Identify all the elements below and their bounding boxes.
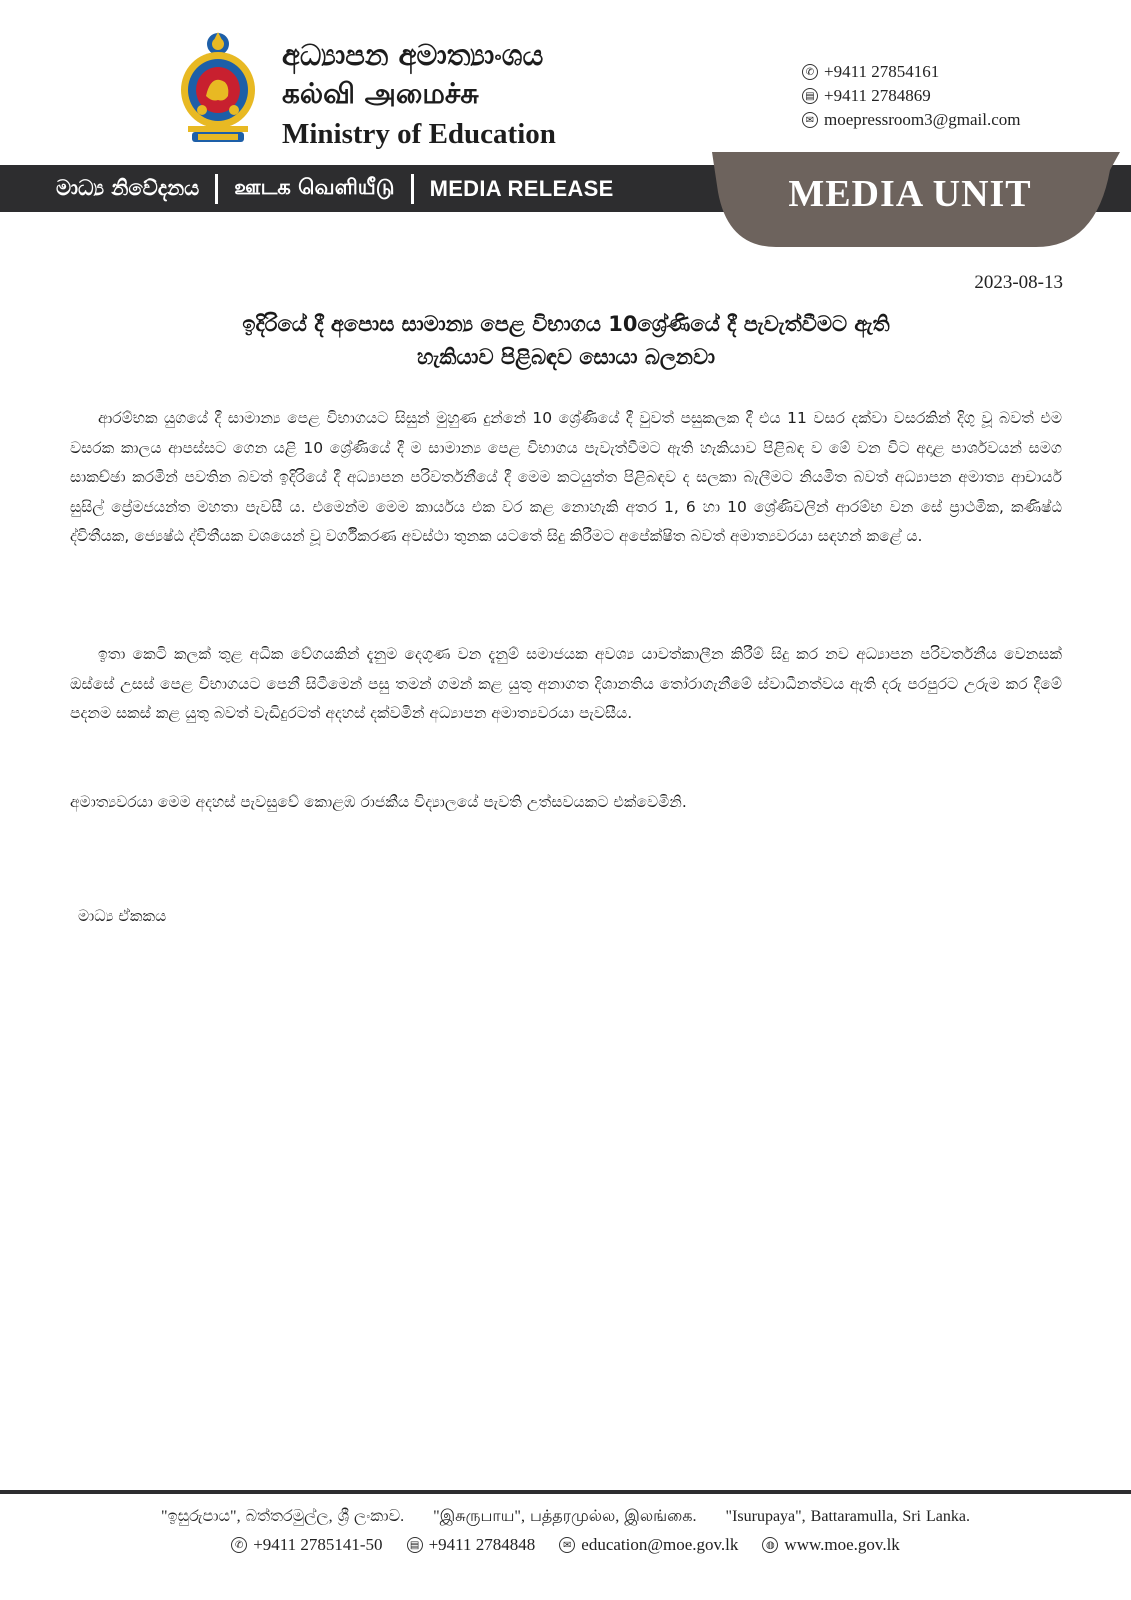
phone-icon: ✆: [231, 1537, 247, 1553]
footer-phone-item: [231, 1535, 382, 1555]
release-title: [70, 308, 1062, 374]
fax-icon: ▤: [407, 1537, 423, 1553]
ministry-name-tamil: கல்வி அமைச்சு: [282, 77, 479, 110]
header-phone: +9411 27854161: [824, 62, 940, 81]
footer-email-item: [559, 1535, 738, 1555]
band-separator: [411, 174, 414, 204]
body-paragraph-2: ඉතා කෙටි කලක් තුළ අධික වේගයකින් දැනුම දෙගුණ වන දැනුම් සමාජයක අවශ්‍ය යාවත්කාලීන කිරීම් සිදු කර නව අධ්‍යාපන පරිවර්තනීය වෙනසක් ඔස්සේ උසස් පෙළ විභාගයට පෙනී සිටීමෙන් පසු තමන් ගමන් කළ යුතු අනාගත දිශානතිය තෝරාගැනීමේ ස්වාධීනත්වය ඇති දරු පරපුරට උරුම කර දීමේ පදනම සකස් කළ යුතු බවත් වැඩිදුරටත් අදහස් දක්වමින් අධ්‍යාපන අමාත්‍යවරයා පැවසීය.: [70, 645, 1062, 722]
body-paragraph-1: ආරම්භක යුගයේ දී සාමාන්‍ය පෙළ විභාගයට සිසුන් මුහුණ දුන්නේ 10 ශ්‍රේණියේ දී වුවත් පසුකලක දී එය 11 වසර දක්වා වසරකින් දිගු වූ බවත් එම වසරක කාලය ආපස්සට ගෙන යළි 10 ශ්‍රේණියේ දී ම සාමාන්‍ය පෙළ විභාගය පැවැත්වීමට ඇති හැකියාව පිළිබඳ ව මේ වන විට අදාළ පාර්ශවයන් සමග සාකච්ඡා කරමින් පවතින බවත් ඉදිරියේ දී අධ්‍යාපන පරිවර්තනීයේ දී මෙම කටයුත්ත පිළිබඳව ද සලකා බැලීමට නියමිත බවත් අධ්‍යාපන අමාත්‍ය ආචාර්ය සුසිල් ප්‍රේමජයන්ත මහතා පැවසී ය. එමෙන්ම මෙම කාර්යය එක වර කළ නොහැකි අතර 1, 6 හා 10 ශ්‍රේණිවලින් ආරම්භ වන සේ ප්‍රාථමික, කණිෂ්ඨ ද්විතීයක, ජ්‍යෙෂ්ඨ ද්විතීයක වශයෙන් වූ වර්ගීකරණ අවස්ථා තුනක යටතේ සිදු කිරීමට අපේක්ෂිත බවත් අමාත්‍යවරයා සඳහන් කළේ ය.: [70, 409, 1062, 545]
email-icon: ✉: [802, 112, 818, 128]
footer-divider: [0, 1490, 1131, 1494]
email-icon: ✉: [559, 1537, 575, 1553]
phone-icon: ✆: [802, 64, 818, 80]
footer-address: [0, 1507, 1131, 1527]
footer-phone: +9411 2785141-50: [253, 1535, 383, 1554]
release-date: 2023-08-13: [974, 272, 1063, 293]
footer-address-tamil: "இசுருபாய", பத்தரமுல்ல, இலங்கை.: [433, 1508, 697, 1525]
header-email: moepressroom3@gmail.com: [824, 110, 1021, 129]
signature-media-unit: මාධ්‍ය ඒකකය: [78, 907, 167, 925]
header-email-row: [802, 108, 1020, 132]
footer-web: www.moe.gov.lk: [784, 1535, 900, 1554]
footer-web-item: [762, 1535, 899, 1555]
band-label-english: MEDIA RELEASE: [429, 175, 614, 201]
band-label-tamil: ஊடக வெளியீடு: [234, 175, 395, 199]
sri-lanka-emblem: [178, 30, 258, 144]
footer-fax-item: [407, 1535, 536, 1555]
fax-icon: ▤: [802, 88, 818, 104]
footer-email: education@moe.gov.lk: [581, 1535, 739, 1554]
footer-address-english: "Isurupaya", Battaramulla, Sri Lanka.: [725, 1508, 970, 1525]
body-paragraph-3: අමාත්‍යවරයා මෙම අදහස් පැවසුවේ කොළඹ රාජකීය විද්‍යාලයේ පැවති උත්සවයකට එක්වෙමිනි.: [70, 793, 687, 811]
footer-contacts: [0, 1535, 1131, 1555]
ministry-name: [282, 36, 602, 154]
footer-fax: +9411 2784848: [428, 1535, 536, 1554]
release-title-line-2: හැකියාව පිළිබඳව සොයා බලනවා: [417, 345, 715, 369]
header-contacts: [802, 60, 1020, 132]
media-unit-label: MEDIA UNIT: [788, 173, 1032, 215]
media-release-band-text: [56, 165, 614, 212]
release-title-line-1: ඉදිරියේ දී අපොස සාමාන්‍ය පෙළ විභාගය 10ශ්‍රේණියේ දී පැවැත්වීමට ඇති: [242, 312, 890, 336]
header-fax-row: [802, 84, 1020, 108]
header-fax: +9411 2784869: [824, 86, 931, 105]
ministry-name-english: Ministry of Education: [282, 118, 556, 150]
globe-icon: ◍: [762, 1537, 778, 1553]
band-label-sinhala: මාධ්‍ය නිවේදනය: [56, 176, 200, 200]
band-separator: [215, 174, 218, 204]
footer-address-sinhala: "ඉසුරුපාය", බත්තරමුල්ල, ශ්‍රී ලංකාව.: [161, 1508, 405, 1525]
ministry-name-sinhala: අධ්‍යාපන අමාත්‍යාංශය: [282, 38, 544, 72]
header-phone-row: [802, 60, 1020, 84]
